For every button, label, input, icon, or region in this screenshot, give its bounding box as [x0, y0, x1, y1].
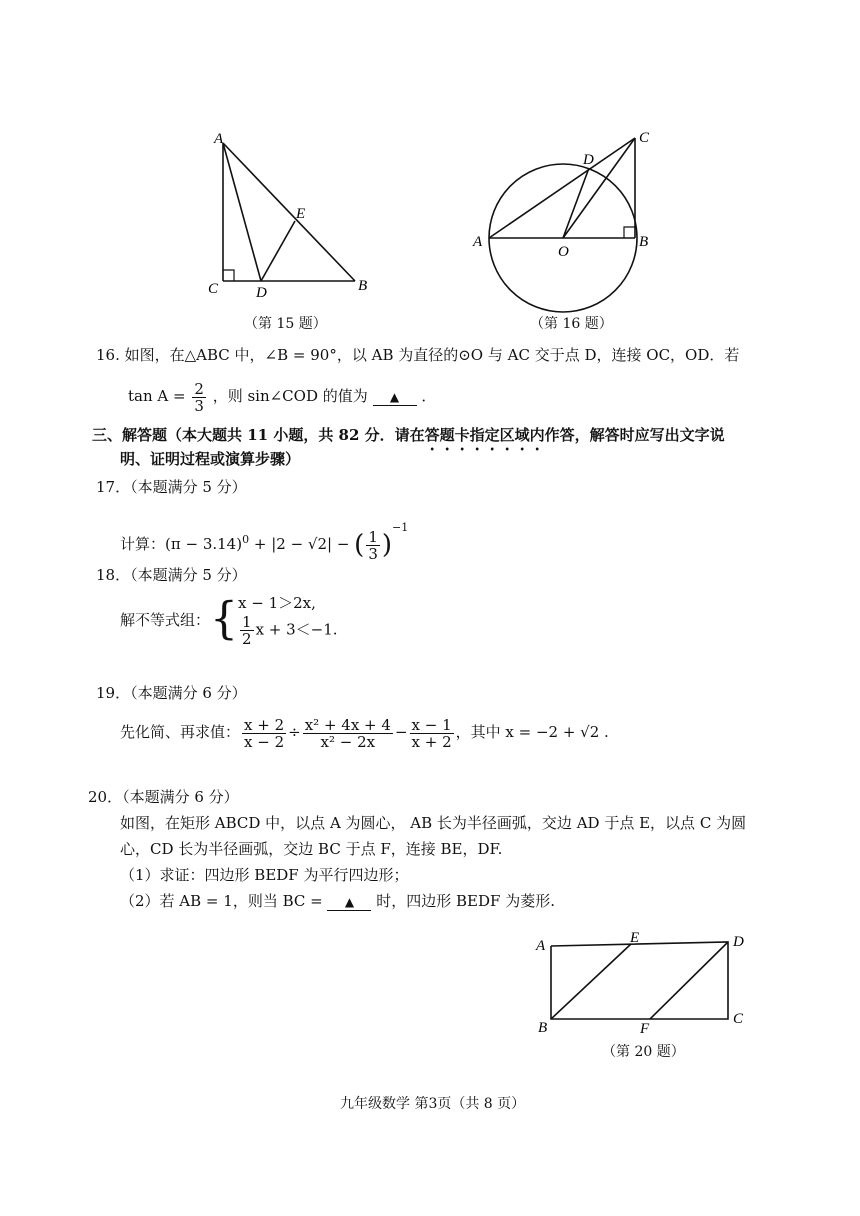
q19-f2-den: x² − 2x [320, 732, 376, 751]
q18-inequalities [238, 592, 338, 647]
q19-op2: − [394, 723, 408, 741]
q19-fraction2 [303, 717, 393, 750]
figure-20 [530, 928, 760, 1043]
fig15-label-a: A [214, 131, 224, 147]
q20-blank-mark: ▲ [344, 895, 355, 909]
q19-f3-num: x − 1 [411, 715, 452, 734]
q20-line2: 心，CD 长为半径画弧，交边 BC 于点 F，连接 BE，DF. [120, 840, 503, 858]
q20-header: 20．（本题满分 6 分） [88, 788, 239, 806]
q18-ineq2-rest: x + 3＜−1. [255, 620, 338, 639]
q19-f1-num: x + 2 [244, 715, 285, 734]
q19-fraction1 [242, 717, 286, 750]
q19-f2-num: x² + 4x + 4 [304, 715, 391, 734]
q16-frac-den: 3 [194, 396, 204, 415]
q16-frac-num: 2 [194, 379, 204, 398]
fig15-label-b: B [358, 278, 368, 294]
fig15-caption: （第 15 题） [244, 316, 327, 332]
section3-heading-line2 [120, 448, 300, 470]
q18-brace: { [210, 593, 239, 645]
q16-line1 [96, 344, 739, 366]
q19-prefix: 先化简、再求值： [120, 723, 241, 741]
fig16-label-b: B [639, 234, 649, 250]
q19-op1: ÷ [288, 723, 301, 741]
q17-frac-den: 3 [368, 544, 378, 563]
q20-part1: （1）求证：四边形 BEDF 为平行四边形； [120, 866, 409, 884]
q16-text-mid: ，则 sin∠COD 的值为 [212, 387, 368, 405]
q18-frac-den: 2 [242, 630, 252, 648]
q17-paren-left: ( [354, 530, 365, 560]
section3-text-b: 作答，解答时应写出文字说 [544, 426, 725, 444]
q19-header: 19．（本题满分 6 分） [96, 684, 247, 702]
q19-expression [120, 712, 609, 752]
q20-line1: 如图，在矩形 ABCD 中，以点 A 为圆心， AB 长为半径画弧，交边 AD 于点 E，以点 C 为圆 [120, 814, 747, 832]
fig15-label-d: D [256, 285, 267, 301]
q19-f3-den: x + 2 [411, 732, 452, 751]
q19-fraction3 [410, 717, 454, 750]
fig16-label-c: C [639, 130, 650, 146]
q17-prefix: 计算： [120, 535, 166, 553]
fig20-label-c: C [733, 1011, 744, 1027]
fig20-label-f: F [640, 1021, 650, 1037]
q16-text-line1: 如图，在△ABC 中，∠B = 90°，以 AB 为直径的⊙O 与 AC 交于点 D，连接 OC，OD．若 [124, 346, 740, 364]
q16-number: 16. [96, 346, 120, 364]
q20-part2 [120, 890, 555, 912]
q18-ineq1: x − 1＞2x, [238, 594, 316, 612]
q16-line2 [128, 378, 436, 414]
q20-answer-blank [327, 893, 371, 911]
q17-exp-neg1: −1 [392, 521, 409, 534]
fig20-caption: （第 20 题） [602, 1044, 685, 1060]
section3-text-a: 三、解答题（本大题共 11 小题，共 82 分．请在 [92, 426, 425, 444]
fig15-label-c: C [208, 281, 219, 297]
q18-ineq2 [238, 614, 338, 647]
q19-suffix: ，其中 x = −2 + √2 . [455, 723, 609, 741]
q16-tan-prefix: tan A = [128, 387, 186, 405]
q18-header: 18．（本题满分 5 分） [96, 566, 247, 584]
q17-exp0: 0 [242, 533, 250, 546]
q20-part2-a: （2）若 AB = 1，则当 BC = [120, 892, 323, 910]
fig16-label-a: A [473, 234, 483, 250]
fig20-label-b: B [538, 1020, 548, 1036]
q16-answer-blank [373, 388, 417, 406]
q20-part2-b: 时，四边形 BEDF 为菱形. [376, 892, 555, 910]
page-footer: 九年级数学 第3页（共 8 页） [340, 1096, 526, 1112]
q19-f1-den: x − 2 [244, 732, 285, 751]
figure-15 [200, 125, 390, 305]
q17-paren-right: ) [381, 530, 393, 560]
q17-header: 17．（本题满分 5 分） [96, 478, 247, 496]
q17-frac-num: 1 [368, 527, 378, 546]
fig20-label-e: E [630, 930, 640, 946]
q17-expr-b: + |2 − √2| − [249, 535, 355, 553]
q18-frac-num: 1 [242, 613, 252, 631]
fig15-label-e: E [296, 206, 306, 222]
fig20-label-a: A [536, 938, 546, 954]
fig16-label-o: O [558, 244, 569, 260]
section3-text-line2: 明、证明过程或演算步骤） [120, 450, 301, 468]
q16-blank-mark: ▲ [389, 390, 400, 404]
fig20-label-d: D [733, 934, 744, 950]
q18-system [120, 592, 338, 647]
q18-fraction [240, 614, 254, 647]
q18-prefix: 解不等式组： [120, 611, 211, 629]
fig16-caption: （第 16 题） [530, 316, 613, 332]
q17-expr-a: (π − 3.14) [165, 535, 243, 553]
q17-expression [120, 508, 408, 565]
q17-fraction [366, 529, 380, 562]
fig16-label-d: D [583, 152, 594, 168]
q16-fraction [192, 381, 206, 414]
section3-text-dotted: 答题卡指定区域内 [424, 426, 545, 444]
figure-16 [465, 122, 665, 322]
q16-text-end: ． [421, 387, 437, 405]
